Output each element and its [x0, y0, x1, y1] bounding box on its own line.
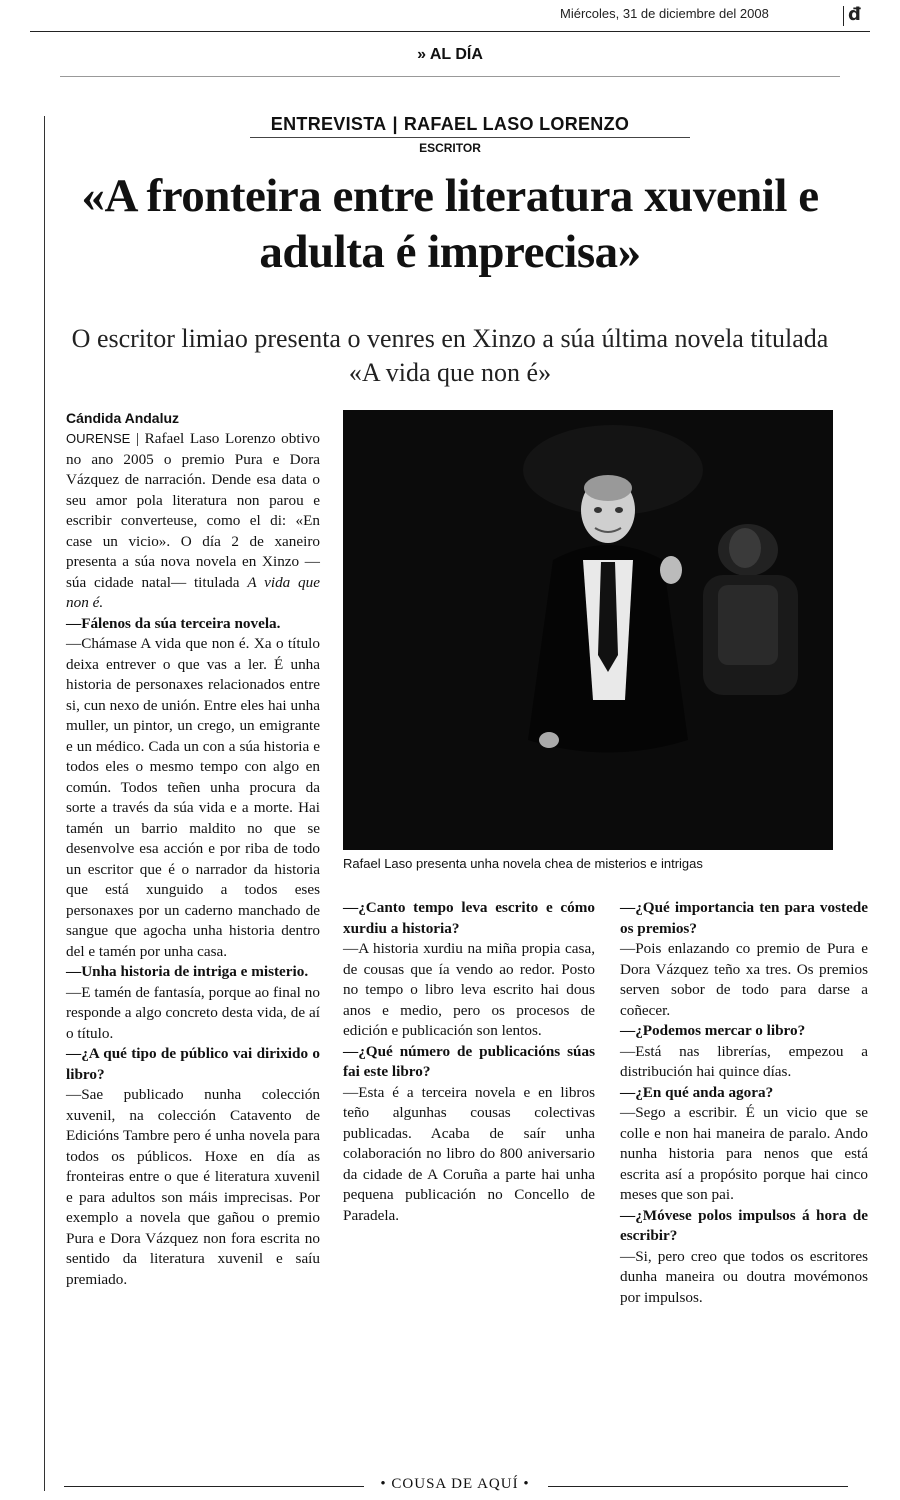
- question-3: —¿A qué tipo de público vai dirixido o libro?: [66, 1045, 320, 1083]
- lead-text: Rafael Laso Lorenzo obtivo no ano 2005 o premio Pura e Dora Vázquez de narración. Dende esa data o seu amor pola literatura non parou e escribir converteuse, como el di: «En case un vicio». O día 2 de xaneiro presenta a súa nova novela en Xinzo —súa cidade natal— titulada: [66, 430, 320, 591]
- footer-section-label: • COUSA DE AQUÍ •: [380, 1476, 530, 1492]
- answer-6: —Pois enlazando co premio de Pura e Dora Vázquez teño xa tres. Os premios serven sobor de todo para darse a coñecer.: [620, 940, 868, 1019]
- question-7: —¿Podemos mercar o libro?: [620, 1022, 806, 1039]
- article-kicker: [0, 114, 900, 135]
- article-column-3: [620, 898, 868, 1308]
- headline: «A fronteira entre literatura xuvenil e adulta é imprecisa»: [81, 170, 819, 278]
- question-9: —¿Móvese polos impulsos á hora de escribir?: [620, 1206, 868, 1244]
- article-subkicker: ESCRITOR: [419, 141, 481, 155]
- kicker-separator: |: [392, 114, 398, 134]
- newspaper-logo-icon: đ: [848, 4, 861, 25]
- answer-3: —Sae publicado nunha colección xuvenil, na colección Catavento de Edicións Tambre pero é unha novela para todos os públicos. Hoxe en día as fronteiras entre o que é literatura xuvenil e para adultos son máis imprecisas. Por exemplo a novela que gañou o premio Pura e Dora Vázquez non fora escrita no sentido da literatura xuvenil e saíu premiado.: [66, 1086, 320, 1288]
- photo-caption: Rafael Laso presenta unha novela chea de misterios e intrigas: [343, 856, 703, 871]
- dateline-location: OURENSE: [66, 431, 131, 446]
- footer-rule-left: [64, 1486, 364, 1487]
- kicker-name: RAFAEL LASO LORENZO: [403, 114, 630, 134]
- question-6: —¿Qué importancia ten para vostede os premios?: [620, 899, 868, 937]
- lead-paragraph: OURENSE | Rafael Laso Lorenzo obtivo no ano 2005 o premio Pura e Dora Vázquez de narración. Dende esa data o seu amor pola literatura non parou e escribir converteuse, como el di: «En case un vicio». O día 2 de xaneiro presenta a súa nova novela en Xinzo —súa cidade natal— titulada A vida que non é.: [66, 430, 320, 611]
- left-column-rule: [44, 116, 45, 1491]
- question-2: —Unha historia de intriga e misterio.: [66, 963, 309, 980]
- answer-4: —A historia xurdiu na miña propia casa, de cousas que ía vendo ao redor. Posto no tempo o libro leva escrito hai dous anos e medio, pero os procesos de edición e publicación son lentos.: [343, 940, 595, 1039]
- answer-8: —Sego a escribir. É un vicio que se colle e non hai maneira de paralo. Ando nunha historia para nenos que está escrita así a propósito porque hai cinco meses que son pai.: [620, 1104, 868, 1203]
- article-photo: [343, 410, 833, 850]
- answer-7: —Está nas librerías, empezou a distribución hai quince días.: [620, 1042, 868, 1080]
- photo-illustration: [343, 410, 833, 850]
- article-column-1: [66, 410, 320, 1290]
- kicker-type: ENTREVISTA: [270, 114, 387, 134]
- kicker-rule: [250, 137, 690, 138]
- answer-2: —E tamén de fantasía, porque ao final no responde a algo concreto desta vida, de aí o título.: [66, 983, 320, 1042]
- section-rule: [60, 76, 840, 77]
- answer-5: —Esta é a terceira novela e en libros teño algunhas cousas colectivas publicadas. Acaba de saír unha colaboración no libro do 800 aniversario da cidade de A Coruña a parte hai unha pequena publicación no Concello de Paradela.: [343, 1083, 595, 1224]
- byline: Cándida Andaluz: [66, 410, 180, 426]
- question-5: —¿Qué número de publicacións súas fai este libro?: [343, 1042, 595, 1080]
- question-4: —¿Canto tempo leva escrito e cómo xurdiu a historia?: [343, 899, 595, 937]
- answer-1: —Chámase A vida que non é. Xa o título deixa entrever o que vas a ler. É unha historia de personaxes relacionados entre si, cun nexo de unión. Entre eles hai unha muller, un pintor, un crego, un emigrante e un médico. Cada un con a súa historia e todos eles o mesmo tempo con algo en común. Todos teñen unha procura da sorte a través da súa vida e a morte. Hai tamén un barrio maldito no que se desenvolve esa acción e por riba de todo un escritor que é o narrador da historia que está xunguido a todos eses personaxes por un caderno manchado de sangue que agocha unha historia dentro del e tamén por unha casa.: [66, 635, 320, 960]
- header-rule: [30, 31, 870, 32]
- subheadline: O escritor limiao presenta o venres en Xinzo a súa última novela titulada «A vida que non é»: [71, 324, 829, 387]
- question-8: —¿En qué anda agora?: [620, 1083, 774, 1101]
- question-1: —Fálenos da súa terceira novela.: [66, 614, 281, 632]
- answer-9: —Si, pero creo que todos os escritores dunha maneira ou doutra movémonos por impulsos.: [620, 1247, 868, 1306]
- issue-date: Miércoles, 31 de diciembre del 2008: [560, 6, 769, 21]
- lead-book-title: A vida que non é.: [66, 573, 320, 611]
- article-column-2: [343, 898, 595, 1226]
- section-label: » AL DÍA: [417, 46, 483, 63]
- footer-rule-right: [548, 1486, 848, 1487]
